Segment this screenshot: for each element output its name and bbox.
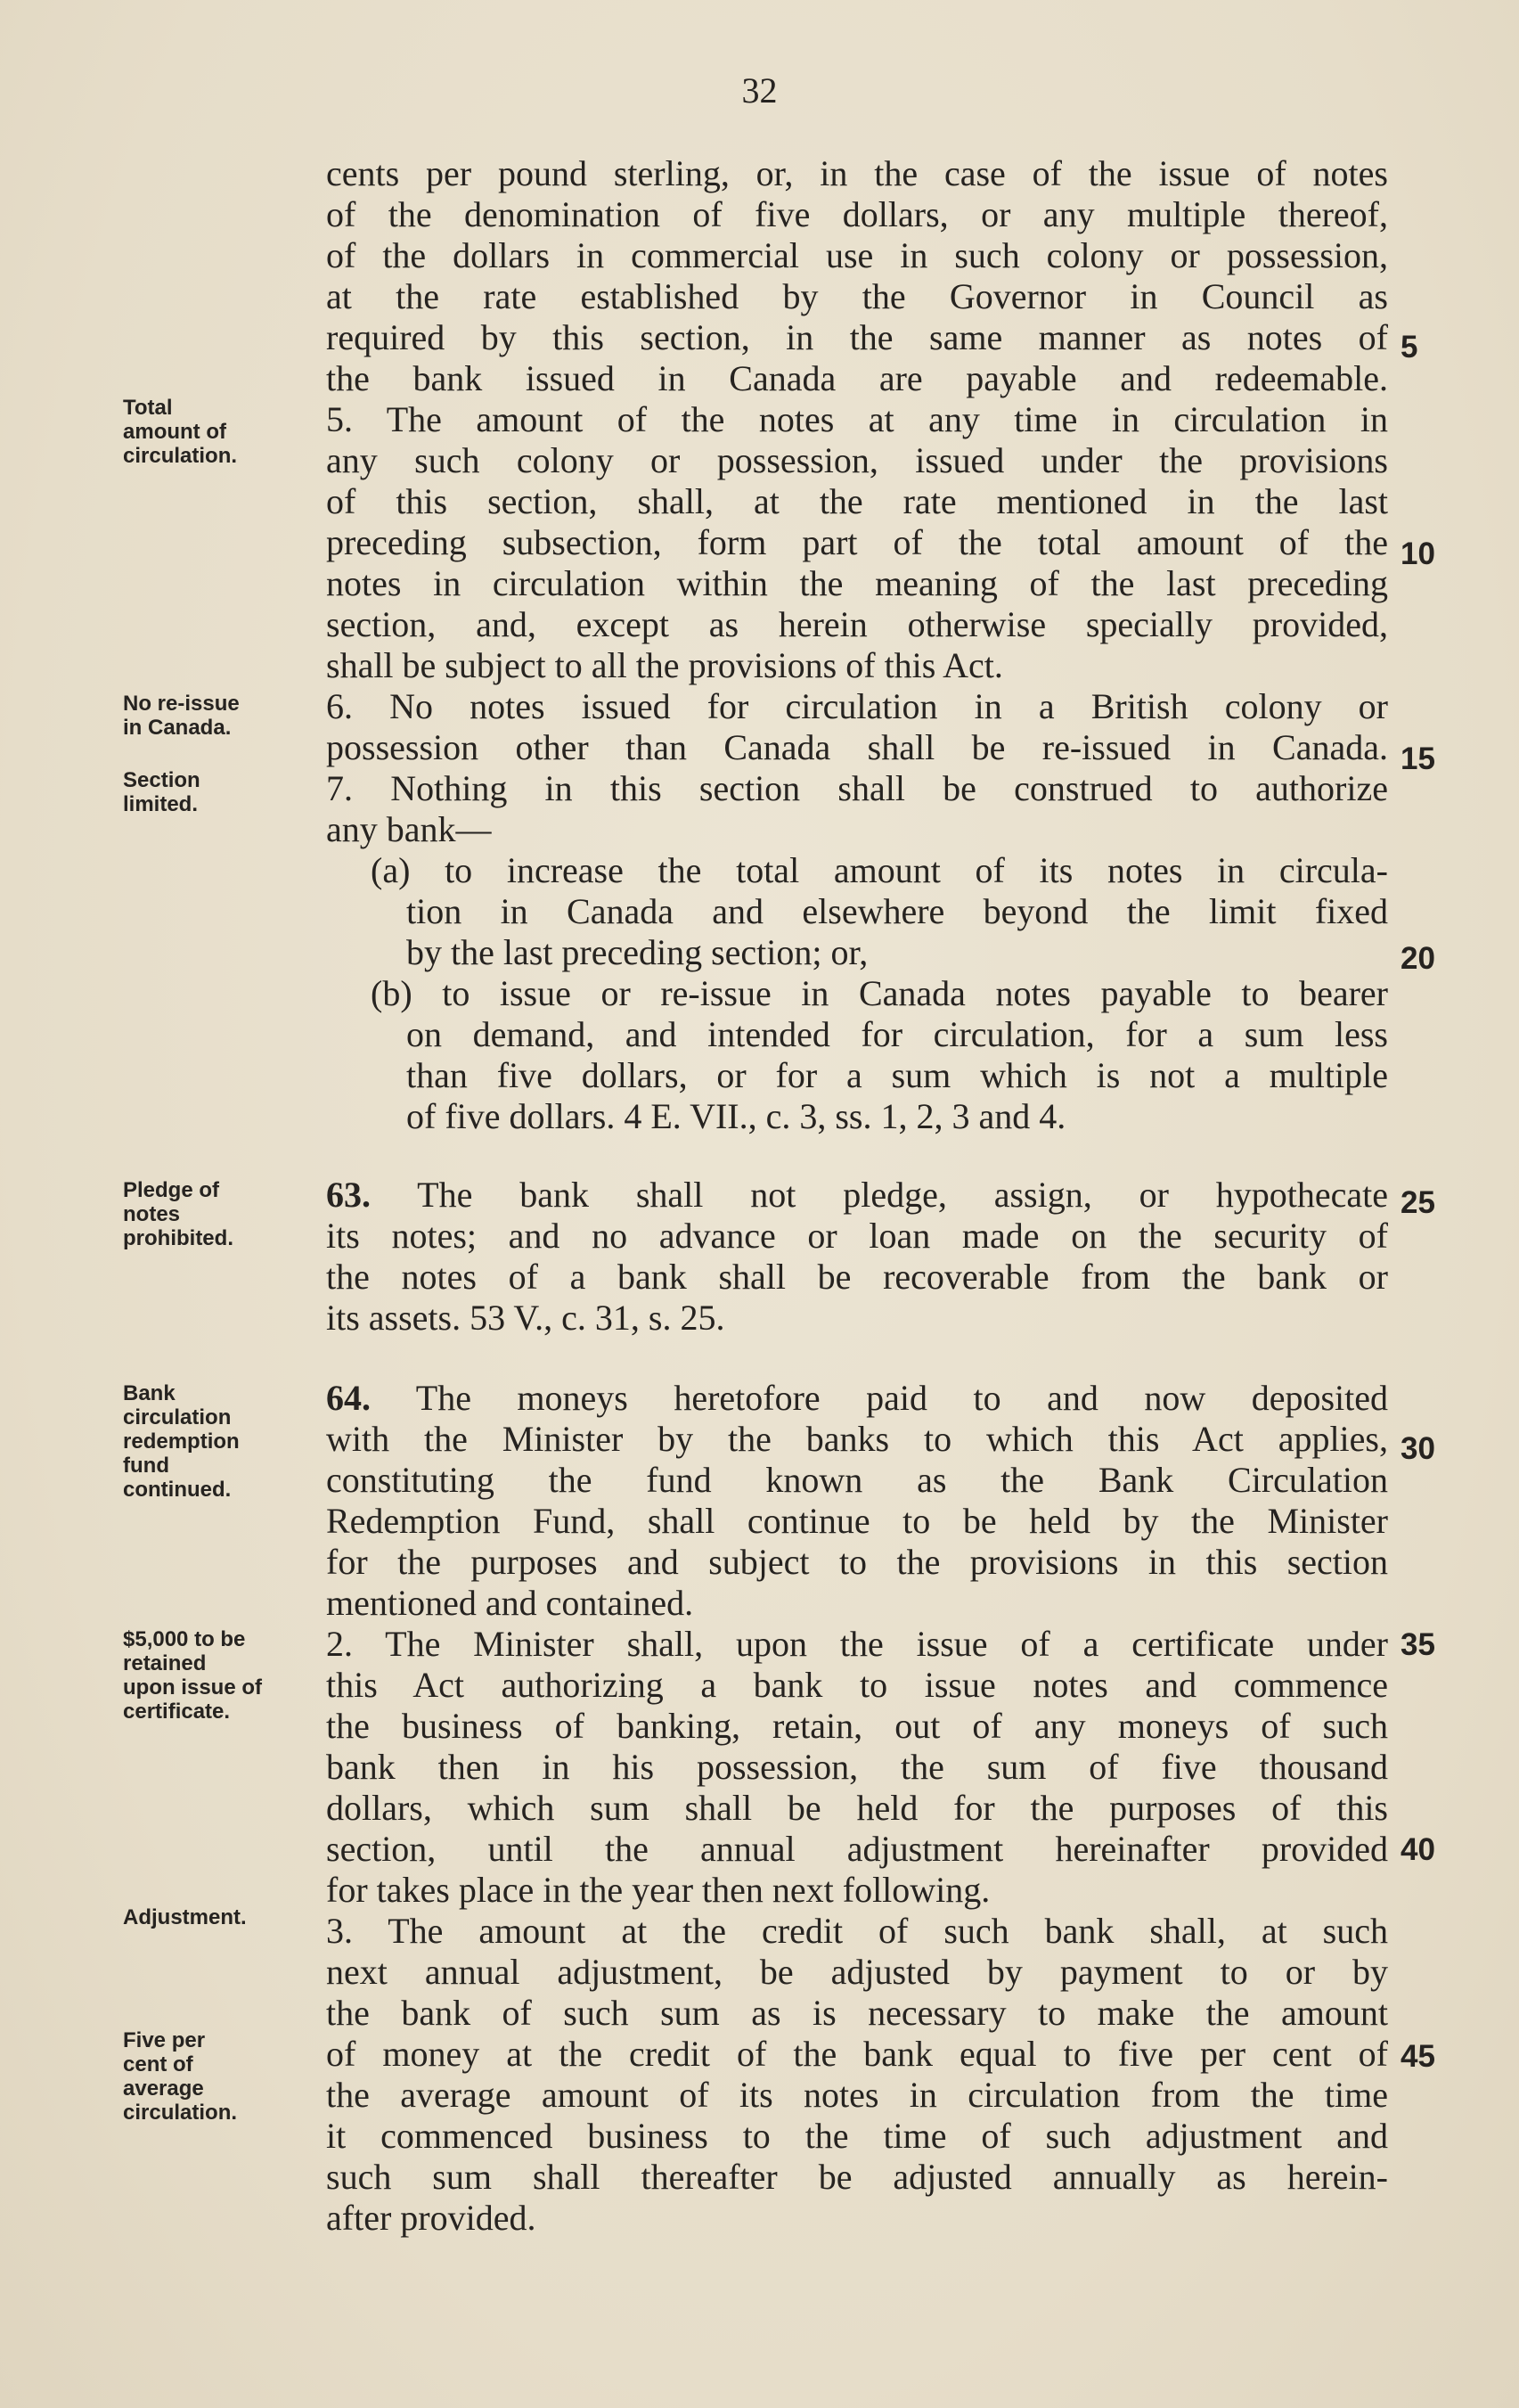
line-number: 20 [1401,941,1435,976]
body-line: cents per pound sterling, or, in the case of the issue of notes [326,153,1388,193]
body-line: with the Minister by the banks to which this Act applies, [326,1419,1388,1459]
body-line: bank then in his possession, the sum of five thousand [326,1747,1388,1787]
line-number: 40 [1401,1832,1435,1867]
section-63-first-line: 63. The bank shall not pledge, assign, or hypothecate [326,1175,1388,1215]
body-line: its notes; and no advance or loan made on the security of [326,1216,1388,1256]
body-line: the business of banking, retain, out of any moneys of such [326,1706,1388,1746]
body-line: required by this section, in the same manner as notes of [326,317,1388,357]
body-line: the average amount of its notes in circulation from the time [326,2075,1388,2115]
body-line: on demand, and intended for circulation, for a sum less [406,1014,1388,1054]
body-line: section, until the annual adjustment hereinafter provided [326,1829,1388,1869]
section-64-first-line: 64. The moneys heretofore paid to and now deposited [326,1378,1388,1418]
line-number: 5 [1401,330,1418,364]
body-line: 6. No notes issued for circulation in a British colony or [326,686,1388,726]
margin-note: $5,000 to be retained upon issue of certificate. [123,1627,262,1724]
body-line: after provided. [326,2198,536,2238]
line-number: 15 [1401,741,1435,776]
body-line: 7. Nothing in this section shall be construed to authorize [326,768,1388,808]
line-number: 30 [1401,1431,1435,1466]
body-line: notes in circulation within the meaning of the last preceding [326,563,1388,603]
line-number: 10 [1401,536,1435,571]
body-line: next annual adjustment, be adjusted by payment to or by [326,1952,1388,1992]
body-line: any such colony or possession, issued under the provisions [326,440,1388,480]
body-line: for the purposes and subject to the provisions in this section [326,1542,1388,1582]
body-line: tion in Canada and elsewhere beyond the limit fixed [406,891,1388,931]
line-number: 25 [1401,1185,1435,1220]
body-line: shall be subject to all the provisions of this Act. [326,645,1003,685]
body-line: 3. The amount at the credit of such bank shall, at such [326,1911,1388,1951]
body-line: Redemption Fund, shall continue to be held by the Minister [326,1501,1388,1541]
body-line: 5. The amount of the notes at any time in circulation in [326,399,1388,439]
body-line: such sum shall thereafter be adjusted annually as herein- [326,2157,1388,2197]
section-number: 63. [326,1175,371,1215]
body-line: the bank of such sum as is necessary to make the amount [326,1993,1388,2033]
margin-note: No re-issue in Canada. [123,692,240,740]
body-line: this Act authorizing a bank to issue notes and commence [326,1665,1388,1705]
line-number: 35 [1401,1627,1435,1662]
body-line: of the dollars in commercial use in such colony or possession, [326,235,1388,275]
body-line: 2. The Minister shall, upon the issue of a certificate under [326,1624,1388,1664]
body-line: possession other than Canada shall be re-issued in Canada. [326,727,1388,767]
body-line: of this section, shall, at the rate mentioned in the last [326,481,1388,521]
body-line: constituting the fund known as the Bank Circulation [326,1460,1388,1500]
margin-note: Total amount of circulation. [123,396,238,468]
body-line: (b) to issue or re-issue in Canada notes payable to bearer [371,973,1388,1013]
margin-note: Bank circulation redemption fund continued. [123,1381,240,1502]
body-line: by the last preceding section; or, [406,932,869,972]
body-line: any bank— [326,809,492,849]
body-line: the notes of a bank shall be recoverable from the bank or [326,1257,1388,1297]
margin-note: Pledge of notes prohibited. [123,1178,233,1250]
body-line: mentioned and contained. [326,1583,694,1623]
body-line: at the rate established by the Governor in Council as [326,276,1388,316]
body-line: of five dollars. 4 E. VII., c. 3, ss. 1, 2, 3 and 4. [406,1096,1066,1136]
body-line: than five dollars, or for a sum which is not a multiple [406,1055,1388,1095]
body-line: dollars, which sum shall be held for the purposes of this [326,1788,1388,1828]
line-number: 45 [1401,2039,1435,2074]
body-line: for takes place in the year then next following. [326,1870,991,1910]
body-line: it commenced business to the time of such adjustment and [326,2116,1388,2156]
section-number: 64. [326,1378,371,1418]
margin-note: Five per cent of average circulation. [123,2028,238,2125]
body-line: (a) to increase the total amount of its notes in circula- [371,850,1388,890]
margin-note: Section limited. [123,768,200,816]
page-number: 32 [741,70,778,111]
body-line: of the denomination of five dollars, or any multiple thereof, [326,194,1388,234]
body-line: the bank issued in Canada are payable and redeemable. [326,358,1388,398]
body-line: of money at the credit of the bank equal to five per cent of [326,2034,1388,2074]
body-line: section, and, except as herein otherwise specially provided, [326,604,1388,644]
body-line: preceding subsection, form part of the total amount of the [326,522,1388,562]
margin-note: Adjustment. [123,1905,247,1929]
body-line: its assets. 53 V., c. 31, s. 25. [326,1298,725,1338]
